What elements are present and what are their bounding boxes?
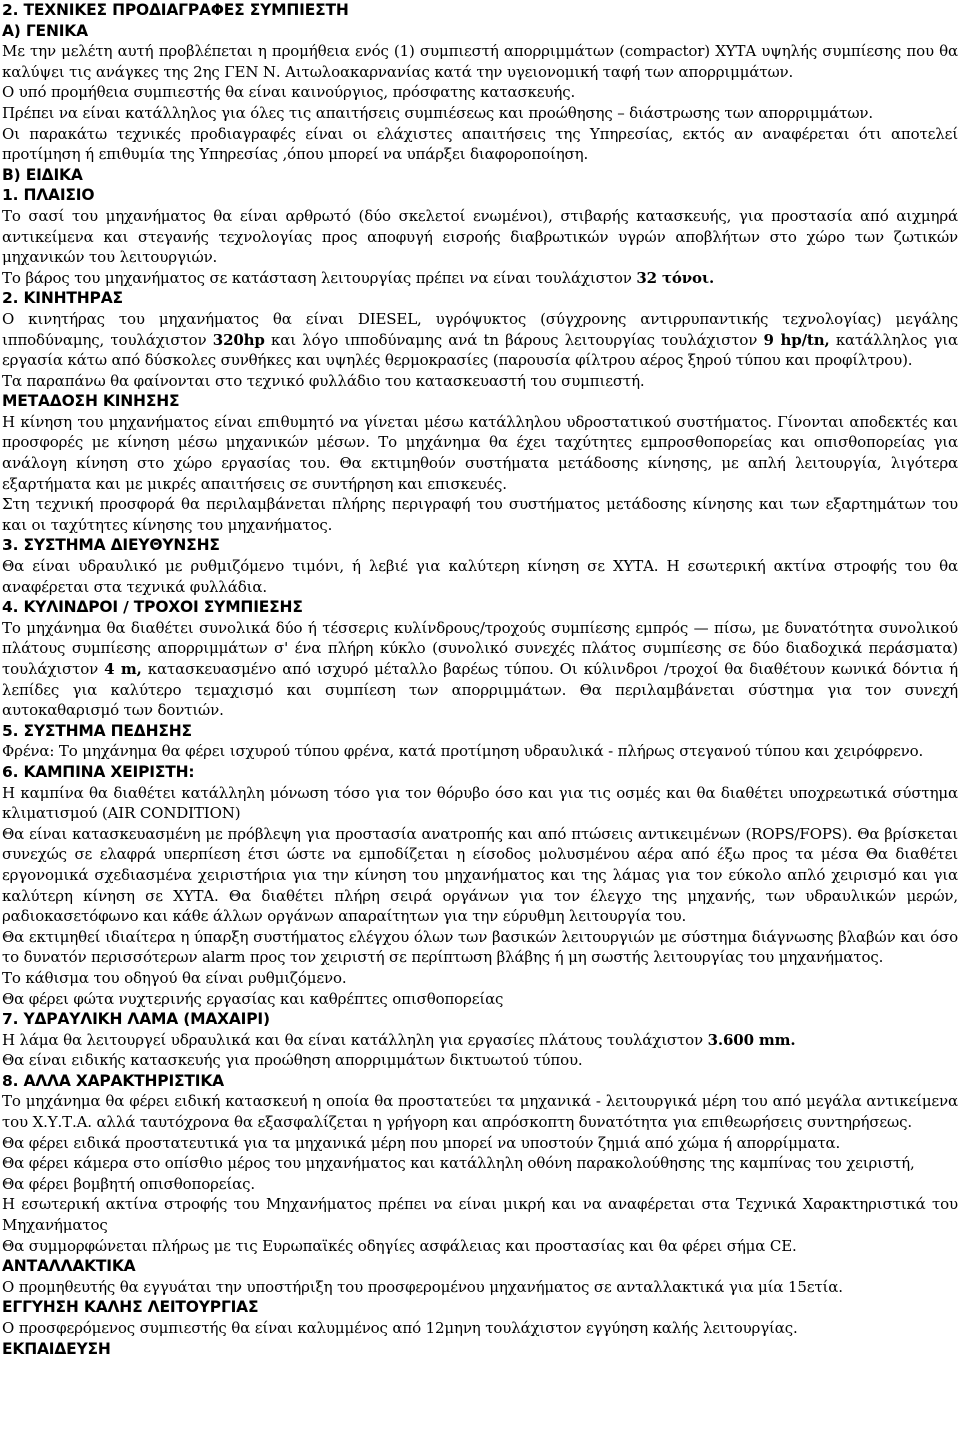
- general-heading: Α) ΓΕΝΙΚΑ: [2, 21, 88, 40]
- section-6-paragraph-2: Θα είναι κατασκευασμένη με πρόβλεψη για προστασία ανατροπής και από πτώσεις αντικειμένων (ROPS/FOPS). Θα βρίσκεται συνεχώς σε ελαφρά υπερπίεση έτσι ώστε να εμποδίζεται η είσοδος μολυσμένου αέρα από έξω προς τα μέσα Θα διαθέτει εργονομικά σχεδιασμένα χειριστήρια για την κίνηση του μηχανήματος και της λάμας για τον εύκολο απλό χειρισμό και για καλύτερη κίνηση σε ΧΥΤΑ. Θα διαθέτει πλήρη σειρά οργάνων για τον έλεγχο της μηχανής, των υδραυλικών μερών, ραδιοκασετόφωνο και κάθε άλλων οργάνων απαραίτητων για την εύρυθμη λειτουργία του.: [2, 824, 958, 926]
- section-2-heading: 2. ΚΙΝΗΤΗΡΑΣ: [2, 289, 123, 308]
- power-ratio-value: 9 hp/tn,: [763, 330, 830, 349]
- blade-width-value: 3.600 mm.: [707, 1030, 796, 1049]
- section-2-paragraph-2: Τα παραπάνω θα φαίνονται στο τεχνικό φυλλάδιο του κατασκευαστή του συμπιεστή.: [2, 371, 645, 390]
- engine-text-a: Ο κινητήρας του μηχανήματος θα είναι DIESEL, υγρόψυκτος (σύγχρονης αντιρρυπαντικής τεχνολογίας) μεγάλης ιπποδύναμης, τουλάχιστον: [2, 309, 958, 349]
- engine-text-e: κατάλληλος για εργασία κάτω από δύσκολες συνθήκες και υψηλές θερμοκρασίες (παρουσία φίλτρου αέρος ξηρού τύπου και προφίλτρου).: [2, 330, 959, 370]
- spares-heading: ΑΝΤΑΛΛΑΚΤΙΚΑ: [2, 1257, 136, 1276]
- section-8-paragraph-2: Θα φέρει ειδικά προστατευτικά για τα μηχανικά μέρη που μπορεί να υποστούν ζημιά από χώμα ή απορρίμματα.: [2, 1133, 841, 1152]
- section-1-paragraph-2: [2, 268, 958, 289]
- section-1-paragraph-1: Το σασί του μηχανήματος θα είναι αρθρωτό (δύο σκελετοί ενωμένοι), στιβαρής κατασκευής, για προστασία από αιχμηρά αντικείμενα και στεγανής τεχνολογίας προς αποφυγή εισροής διαβρωτικών υγρών αποβλήτων στο χώρο των ζωτικών μηχανικών του λειτουργιών.: [2, 206, 958, 267]
- section-8-paragraph-1: Το μηχάνημα θα φέρει ειδική κατασκευή η οποία θα προστατεύει τα μηχανικά - λειτουργικά μέρη του από μεγάλα αντικείμενα του Χ.Υ.Τ.Α. αλλά ταυτόχρονα θα εξασφαλίζεται η γρήγορη και απρόσκοπτη δυνατότητα για επιθεωρήσεις συντηρήσεως.: [2, 1092, 958, 1132]
- section-6-paragraph-1: Η καμπίνα θα διαθέτει κατάλληλη μόνωση τόσο για τον θόρυβο όσο και για τις οσμές και θα διαθέτει υποχρεωτικά σύστημα κλιματισμού (AIR CONDITION): [2, 783, 958, 823]
- section-6-paragraph-4: Το κάθισμα του οδηγού θα είναι ρυθμιζόμενο.: [2, 968, 347, 987]
- section-4-heading: 4. ΚΥΛΙΝΔΡΟΙ / ΤΡΟΧΟΙ ΣΥΜΠΙΕΣΗΣ: [2, 598, 303, 617]
- section-8-paragraph-5: Η εσωτερική ακτίνα στροφής του Μηχανήματος πρέπει να είναι μικρή και να αναφέρεται στα Τεχνικά Χαρακτηριστικά του Μηχανήματος: [2, 1195, 958, 1235]
- section-5-heading: 5. ΣΥΣΤΗΜΑ ΠΕΔΗΣΗΣ: [2, 721, 192, 740]
- special-heading: Β) ΕΙΔΙΚΑ: [2, 165, 83, 184]
- weight-value: 32 τόνοι.: [636, 268, 715, 287]
- section-6-paragraph-3: Θα εκτιμηθεί ιδιαίτερα η ύπαρξη συστήματος ελέγχου όλων των βασικών λειτουργιών με σύστημα διάγνωσης βλαβών και όσο το δυνατόν περισσότερων alarm προς τον χειριστή σε περίπτωση βλάβης ή μη σωστής λειτουργίας του μηχανήματος.: [2, 927, 958, 967]
- section-6-heading: 6. ΚΑΜΠΙΝΑ ΧΕΙΡΙΣΤΗ:: [2, 762, 195, 781]
- section-3-heading: 3. ΣΥΣΤΗΜΑ ΔΙΕΥΘΥΝΣΗΣ: [2, 536, 220, 555]
- engine-text-c: και λόγο ιπποδύναμης ανά tn βάρους λειτουργίας τουλάχιστον: [264, 330, 764, 349]
- section-4-paragraph-1: [2, 618, 958, 721]
- engine-power-value: 320hp: [212, 330, 265, 349]
- warranty-paragraph-1: Ο προσφερόμενος συμπιεστής θα είναι καλυμμένος από 12μηνη τουλάχιστον εγγύηση καλής λειτουργίας.: [2, 1319, 798, 1337]
- section-7-heading: 7. ΥΔΡΑΥΛΙΚΗ ΛΑΜΑ (ΜΑΧΑΙΡΙ): [2, 1010, 270, 1029]
- rollers-text-c: κατασκευασμένο από ισχυρό μέταλλο βαρέως τύπου. Οι κύλινδροι /τροχοί θα διαθέτουν κωνικά δόντια ή λεπίδες για καλύτερο τεμαχισμό και συμπίεση των απορριμμάτων. Θα περιλαμβάνεται σύστημα για τον συνεχή αυτοκαθαρισμό των δοντιών.: [2, 660, 958, 720]
- general-paragraph-2: Ο υπό προμήθεια συμπιεστής θα είναι καινούργιος, πρόσφατης κατασκευής.: [2, 83, 576, 102]
- transmission-paragraph-2: Στη τεχνική προσφορά θα περιλαμβάνεται πλήρης περιγραφή του συστήματος μετάδοσης κίνησης και των εξαρτημάτων του και οι ταχύτητες κίνησης του μηχανήματος.: [2, 495, 958, 534]
- section-7-paragraph-2: Θα είναι ειδικής κατασκευής για προώθηση απορριμμάτων δικτυωτού τύπου.: [2, 1051, 583, 1070]
- rollers-text-a: Το μηχάνημα θα διαθέτει συνολικά δύο ή τέσσερις κυλίνδρους/τροχούς συμπίεσης εμπρός — πίσω, με δυνατότητα συνολικού πλάτους συμπίεσης απορριμμάτων σ' ένα πλήρη κύκλο (συνολικό συνεχές πλάτος συμπίεσης σε δύο διαδοχικά περάσματα) τουλάχιστον: [2, 618, 958, 678]
- spares-paragraph-1: Ο προμηθευτής θα εγγυάται την υποστήριξη του προσφερομένου μηχανήματος σε ανταλλακτικά για μία 15ετία.: [2, 1277, 843, 1296]
- section-2-paragraph-1: [2, 309, 958, 371]
- section-1-heading: 1. ΠΛΑΙΣΙΟ: [2, 186, 95, 205]
- training-heading: ΕΚΠΑΙΔΕΥΣΗ: [2, 1339, 111, 1358]
- section-6-paragraph-5: Θα φέρει φώτα νυχτερινής εργασίας και καθρέπτες οπισθοπορείας: [2, 989, 504, 1008]
- blade-text-a: Η λάμα θα λειτουργεί υδραυλικά και θα είναι κατάλληλη για εργασίες πλάτους τουλάχιστον: [2, 1030, 708, 1049]
- section-8-paragraph-3: Θα φέρει κάμερα στο οπίσθιο μέρος του μηχανήματος και κατάλληλη οθόνη παρακολούθησης της καμπίνας του χειριστή,: [2, 1154, 915, 1173]
- transmission-paragraph-1: Η κίνηση του μηχανήματος είναι επιθυμητό να γίνεται μέσω κατάλληλου υδροστατικού συστήματος. Γίνονται αποδεκτές και προσφορές με κίνηση μέσω μηχανικών μέσων. Το μηχάνημα θα έχει ταχύτητες εμπροσθοπορείας και οπισθοπορείας για ανάλογη κίνηση στο χώρο εργασίας του. Θα εκτιμηθούν συστήματα μετάδοσης κίνησης, με απλή λειτουργία, λιγότερα εξαρτήματα και με μικρές απαιτήσεις σε συντήρηση και επισκευές.: [2, 412, 958, 493]
- rollers-width-value: 4 m,: [104, 660, 142, 678]
- transmission-heading: ΜΕΤΑΔΟΣΗ ΚΙΝΗΣΗΣ: [2, 392, 180, 411]
- general-paragraph-1: Με την μελέτη αυτή προβλέπεται η προμήθεια ενός (1) συμπιεστή απορριμμάτων (compactor) ΧΥΤΑ υψηλής συμπίεσης που θα καλύψει τις ανάγκες της 2ης ΓΕΝ Ν. Αιτωλοακαρνανίας κατά την υγειονομική ταφή των απορριμμάτων.: [2, 42, 958, 81]
- section-3-paragraph-1: Θα είναι υδραυλικό με ρυθμιζόμενο τιμόνι, ή λεβιέ για καλύτερη κίνηση σε ΧΥΤΑ. Η εσωτερική ακτίνα στροφής του θα αναφέρεται στα τεχνικά φυλλάδια.: [2, 557, 958, 596]
- section-8-heading: 8. ΑΛΛΑ ΧΑΡΑΚΤΗΡΙΣΤΙΚΑ: [2, 1071, 224, 1090]
- weight-text: Το βάρος του μηχανήματος σε κατάσταση λειτουργίας πρέπει να είναι τουλάχιστον: [2, 268, 637, 287]
- section-8-paragraph-4: Θα φέρει βομβητή οπισθοπορείας.: [2, 1174, 255, 1193]
- section-7-paragraph-1: [2, 1030, 958, 1051]
- general-paragraph-3: Πρέπει να είναι κατάλληλος για όλες τις απαιτήσεις συμπιέσεως και προώθησης – διάστρωσης των απορριμμάτων.: [2, 103, 873, 122]
- section-8-paragraph-6: Θα συμμορφώνεται πλήρως με τις Ευρωπαϊκές οδηγίες ασφάλειας και προστασίας και θα φέρει σήμα CE.: [2, 1236, 797, 1255]
- general-paragraph-4: Οι παρακάτω τεχνικές προδιαγραφές είναι οι ελάχιστες απαιτήσεις της Υπηρεσίας, εκτός αν αναφέρεται ότι αποτελεί προτίμηση ή επιθυμία της Υπηρεσίας ,όπου μπορεί να υπάρξει διαφοροποίηση.: [2, 124, 958, 164]
- document-title: 2. ΤΕΧΝΙΚΕΣ ΠΡΟΔΙΑΓΡΑΦΕΣ ΣΥΜΠΙΕΣΤΗ: [2, 1, 349, 19]
- warranty-heading: ΕΓΓΥΗΣΗ ΚΑΛΗΣ ΛΕΙΤΟΥΡΓΙΑΣ: [2, 1298, 259, 1317]
- section-5-paragraph-1: Φρένα: Το μηχάνημα θα φέρει ισχυρού τύπου φρένα, κατά προτίμηση υδραυλικά - πλήρως στεγανού τύπου και χειρόφρενο.: [2, 742, 924, 761]
